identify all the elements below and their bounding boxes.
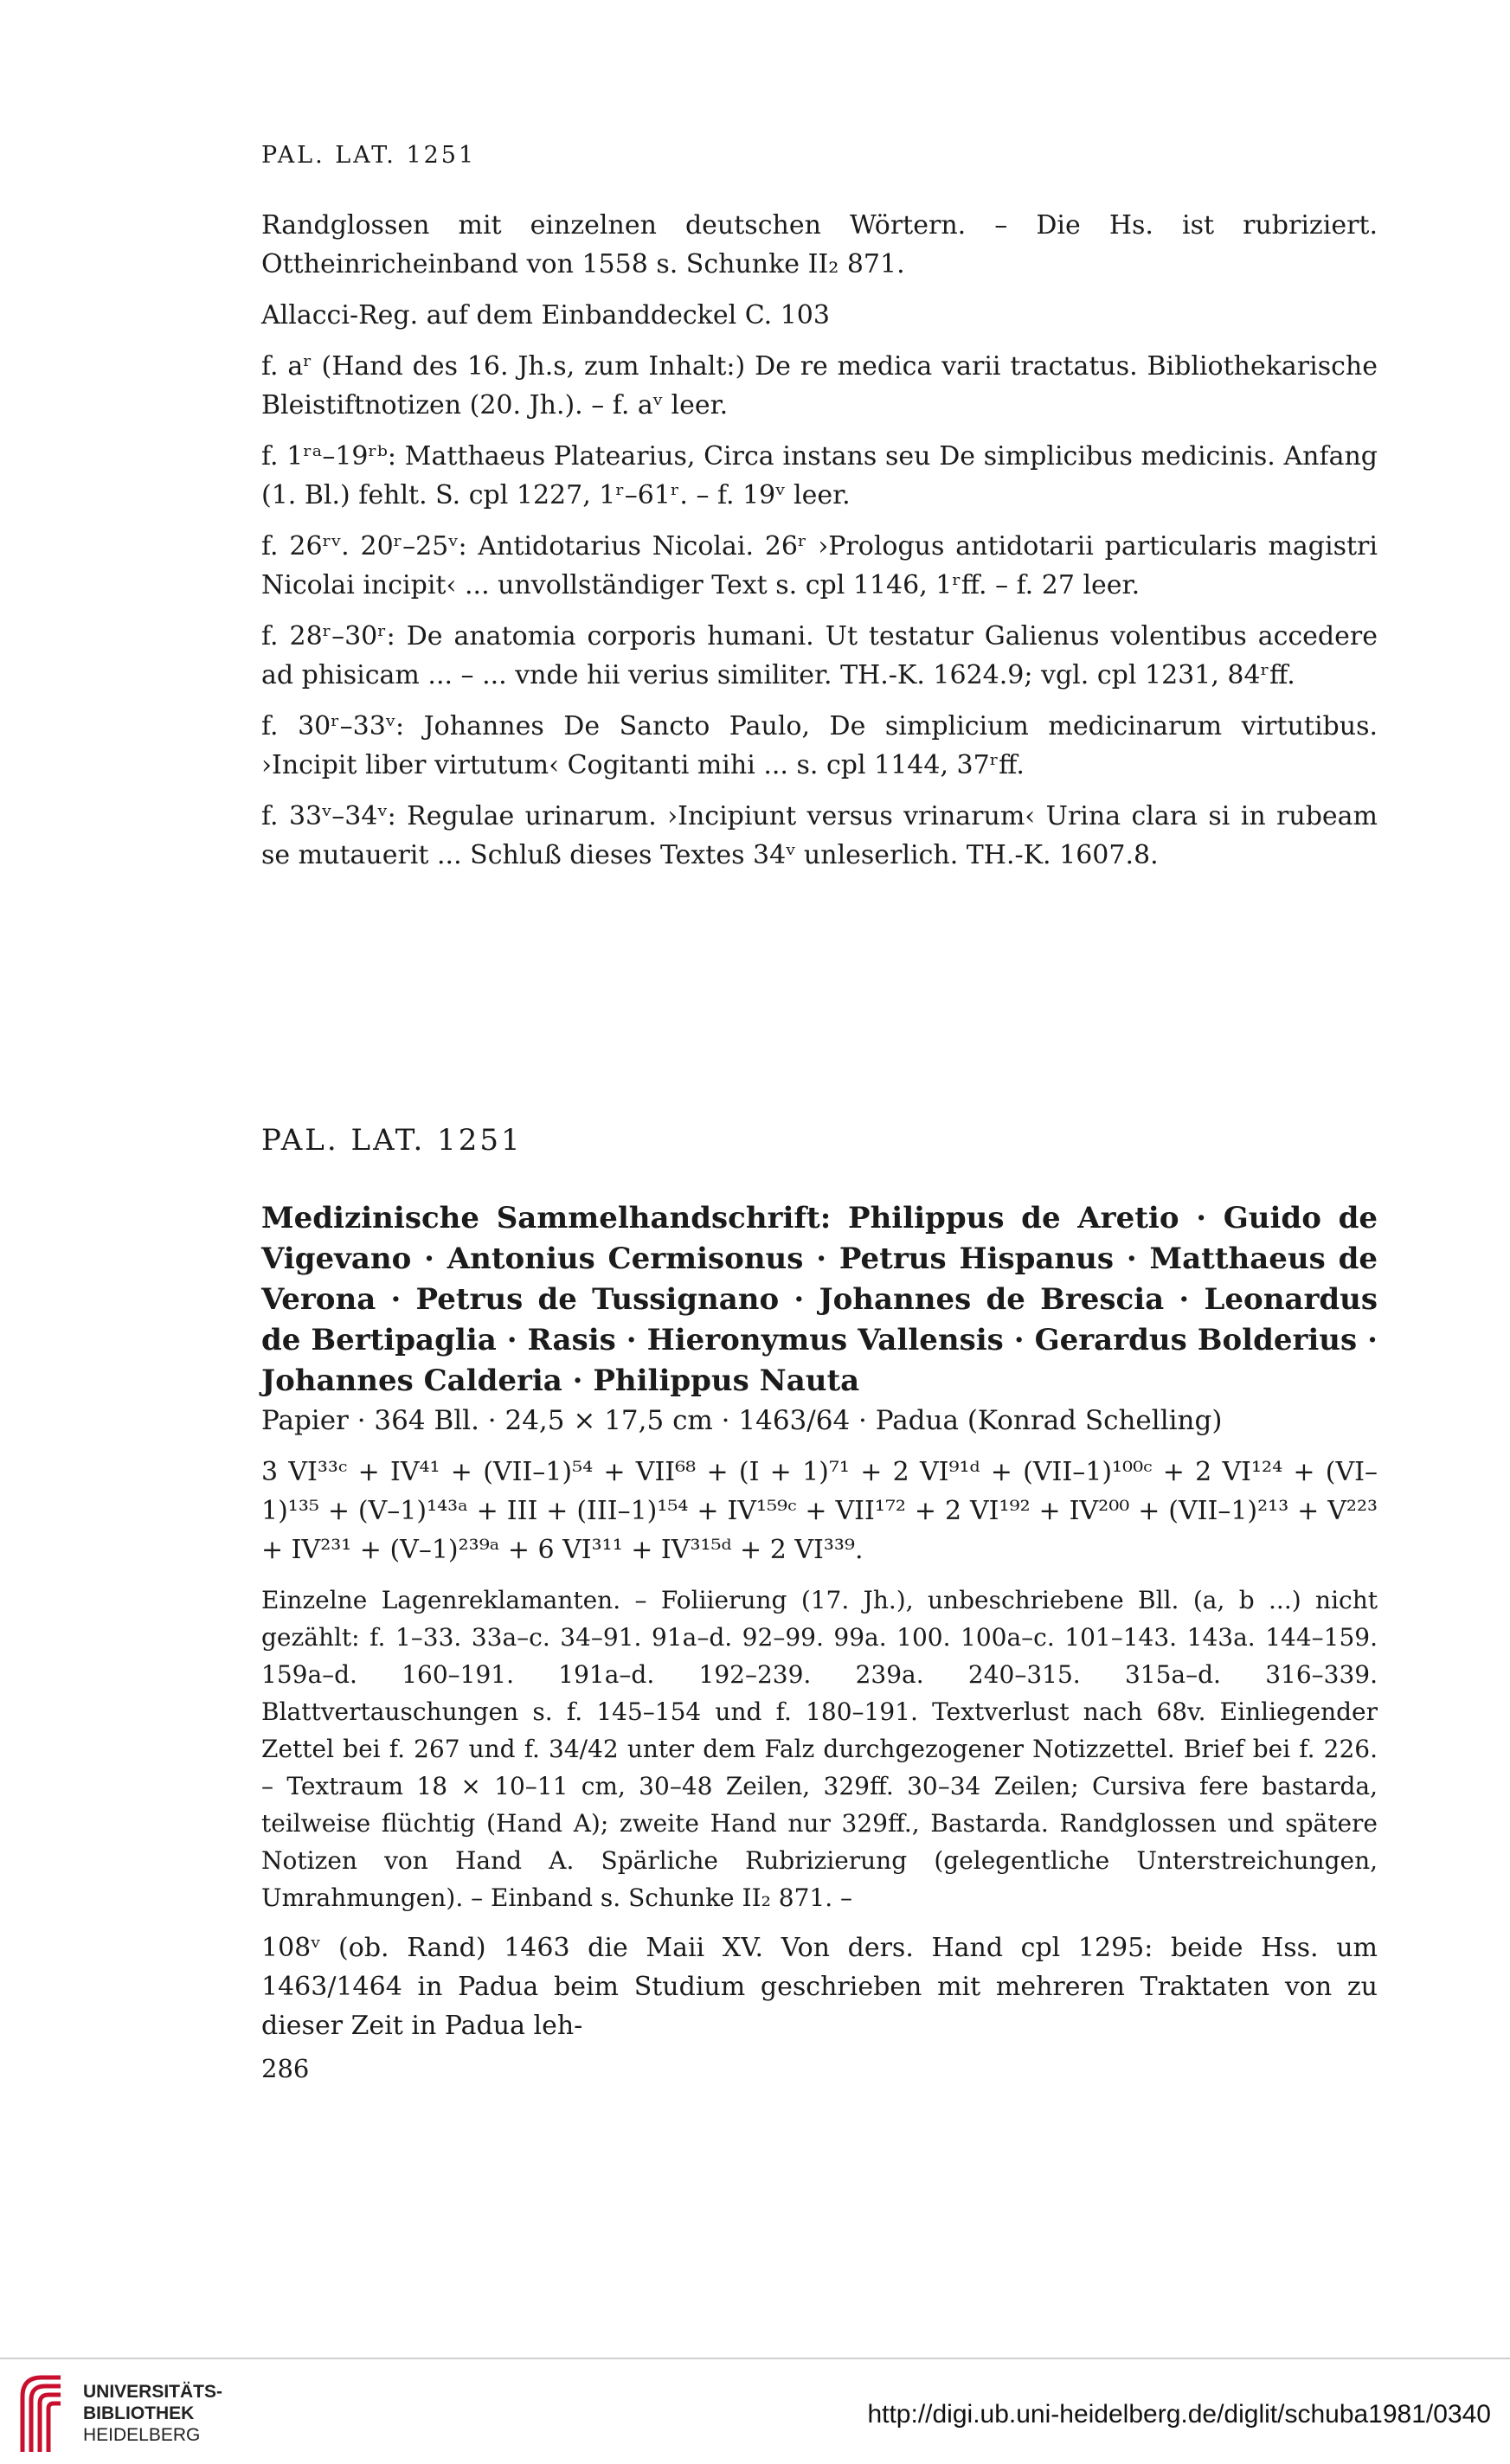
paragraph-allacci: Allacci-Reg. auf dem Einbanddeckel C. 103: [261, 300, 830, 330]
ub-heidelberg-logo-icon: [16, 2371, 69, 2457]
paragraph-folio-20-27: f. 26ʳᵛ. 20ʳ–25ᵛ: Antidotarius Nicolai. 26ʳ ›Prologus antidotarii particularis magistri Nicolai incipit‹ ... unvollständiger Text s. cpl 1146, 1ʳff. – f. 27 leer.: [261, 531, 1378, 600]
paragraph-folio-1-19: f. 1ʳᵃ–19ʳᵇ: Matthaeus Platearius, Circa instans seu De simplicibus medicinis. Anfang (1. Bl.) fehlt. S. cpl 1227, 1ʳ–61ʳ. – f. 19ᵛ leer.: [261, 441, 1378, 510]
source-url-link[interactable]: http://digi.ub.uni-heidelberg.de/diglit/schuba1981/0340: [867, 2400, 1491, 2429]
paragraph-glosses: Randglossen mit einzelnen deutschen Wörtern. – Die Hs. ist rubriziert. Ottheinricheinband von 1558 s. Schunke II₂ 871.: [261, 210, 1378, 279]
collation-formula: 3 VI³³ᶜ + IV⁴¹ + (VII–1)⁵⁴ + VII⁶⁸ + (I + 1)⁷¹ + 2 VI⁹¹ᵈ + (VII–1)¹⁰⁰ᶜ + 2 VI¹²⁴ + (VI–1)¹³⁵ + (V–1)¹⁴³ᵃ + III + (III–1)¹⁵⁴ + IV¹⁵⁹ᶜ + VII¹⁷² + 2 VI¹⁹² + IV²⁰⁰ + (VII–1)²¹³ + V²²³ + IV²³¹ + (V–1)²³⁹ᵃ + 6 VI³¹¹ + IV³¹⁵ᵈ + 2 VI³³⁹.: [261, 1457, 1378, 1565]
library-name-line3: HEIDELBERG: [83, 2425, 201, 2445]
lower-entry: [261, 1402, 1378, 2057]
paragraph-folio-a: f. aʳ (Hand des 16. Jh.s, zum Inhalt:) De re medica varii tractatus. Bibliothekarische Bleistiftnotizen (20. Jh.). – f. aᵛ leer.: [261, 351, 1378, 420]
library-name-line1: UNIVERSITÄTS-: [83, 2382, 223, 2402]
paragraph-folio-28-30: f. 28ʳ–30ʳ: De anatomia corporis humani. Ut testatur Galienus volentibus accedere ad phisicam ... – ... vnde hii verius similiter. TH.-K. 1624.9; vgl. cpl 1231, 84ʳff.: [261, 621, 1378, 690]
material-line: Papier · 364 Bll. · 24,5 × 17,5 cm · 1463/64 · Padua (Konrad Schelling): [261, 1405, 1223, 1436]
manuscript-title: Medizinische Sammelhandschrift: Philippus de Aretio · Guido de Vigevano · Antonius Cermisonus · Petrus Hispanus · Matthaeus de Verona · Petrus de Tussignano · Johannes de Brescia · Leonardus de Bertipaglia · Rasis · Hieronymus Vallensis · Gerardus Bolderius · Johannes Calderia · Philippus Nauta: [261, 1201, 1378, 1398]
library-name: [83, 2381, 222, 2446]
section-heading: PAL. LAT. 1251: [261, 1123, 523, 1158]
physical-description: Einzelne Lagenreklamanten. – Foliierung (17. Jh.), unbeschriebene Bll. (a, b ...) nicht gezählt: f. 1–33. 33a–c. 34–91. 91a–d. 92–99. 99a. 100. 100a–c. 101–143. 143a. 144–159. 159a–d. 160–191. 191a–d. 192–239. 239a. 240–315. 315a–d. 316–339. Blattvertauschungen s. f. 145–154 und f. 180–191. Textverlust nach 68v. Einliegender Zettel bei f. 267 und f. 34/42 unter dem Falz durchgezogener Notizzettel. Brief bei f. 226. – Textraum 18 × 10–11 cm, 30–48 Zeilen, 329ff. 30–34 Zeilen; Cursiva fere bastarda, teilweise flüchtig (Hand A); zweite Hand nur 329ff., Bastarda. Randglossen und spätere Notizen von Hand A. Spärliche Rubrizierung (gelegentliche Unterstreichungen, Umrahmungen). – Einband s. Schunke II₂ 871. –: [261, 1586, 1378, 1912]
dating-note: 108ᵛ (ob. Rand) 1463 die Maii XV. Von ders. Hand cpl 1295: beide Hss. um 1463/1464 in Padua beim Studium geschrieben mit mehreren Traktaten von zu dieser Zeit in Padua leh-: [261, 1933, 1378, 2041]
library-name-line2: BIBLIOTHEK: [83, 2403, 195, 2423]
page-number: 286: [261, 2054, 310, 2083]
upper-entry: [261, 206, 1378, 887]
paragraph-folio-33-34: f. 33ᵛ–34ᵛ: Regulae urinarum. ›Incipiunt versus vrinarum‹ Urina clara si in rubeam se mutauerit ... Schluß dieses Textes 34ᵛ unleserlich. TH.-K. 1607.8.: [261, 801, 1378, 870]
running-head: PAL. LAT. 1251: [261, 142, 477, 169]
paragraph-folio-30-33: f. 30ʳ–33ᵛ: Johannes De Sancto Paulo, De simplicium medicinarum virtutibus. ›Incipit liber virtutum‹ Cogitanti mihi ... s. cpl 1144, 37ʳff.: [261, 711, 1378, 780]
